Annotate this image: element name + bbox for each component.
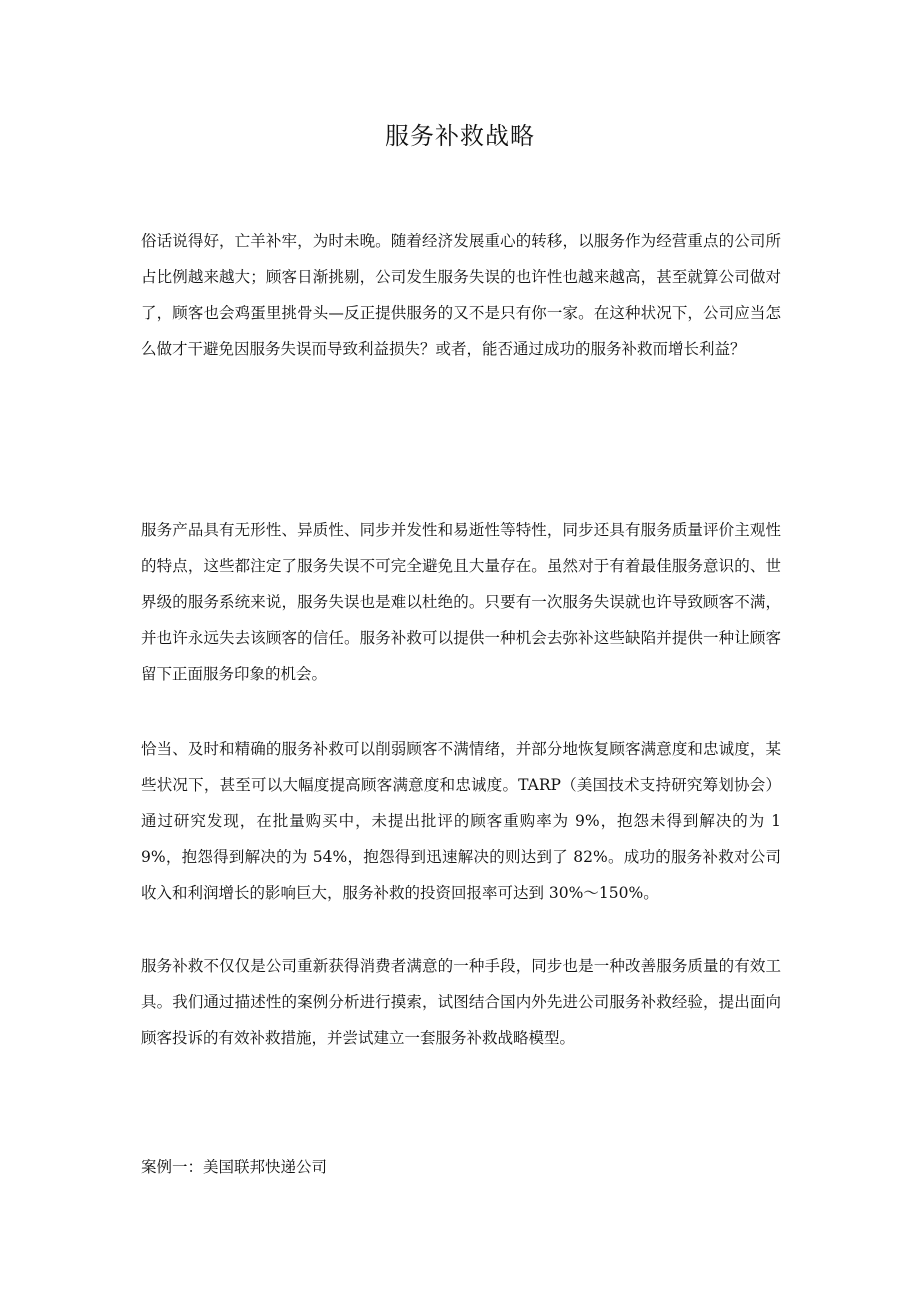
case-heading: 案例一：美国联邦快递公司	[141, 1158, 328, 1176]
paragraph-tarp-research: 恰当、及时和精确的服务补救可以削弱顾客不满情绪，并部分地恢复顾客满意度和忠诚度，某些状况下，甚至可以大幅度提高顾客满意度和忠诚度。TARP（美国技术支持研究筹划协会）通过研究发现，在批量购买中，未提出批评的顾客重购率为 9%，抱怨未得到解决的为 19%，抱怨得到解决的为 54%，抱怨得到迅速解决的则达到了 82%。成功的服务补救对公司收入和利润增长的影响巨大，服务补救的投资回报率可达到 30%～150%。	[141, 739, 781, 902]
document-title: 服务补救战略	[385, 122, 535, 150]
paragraph-service-characteristics: 服务产品具有无形性、异质性、同步并发性和易逝性等特性，同步还具有服务质量评价主观性的特点，这些都注定了服务失误不可完全避免且大量存在。虽然对于有着最佳服务意识的、世界级的服务系统来说，服务失误也是难以杜绝的。只要有一次服务失误就也许导致顾客不满，并也许永远失去该顾客的信任。服务补救可以提供一种机会去弥补这些缺陷并提供一种让顾客留下正面服务印象的机会。	[141, 520, 781, 683]
paragraph-purpose: 服务补救不仅仅是公司重新获得消费者满意的一种手段，同步也是一种改善服务质量的有效工具。我们通过描述性的案例分析进行摸索，试图结合国内外先进公司服务补救经验，提出面向顾客投诉的有效补救措施，并尝试建立一套服务补救战略模型。	[141, 956, 781, 1047]
paragraph-intro: 俗话说得好，亡羊补牢，为时未晚。随着经济发展重心的转移，以服务作为经营重点的公司所占比例越来越大；顾客日渐挑剔，公司发生服务失误的也许性也越来越高，甚至就算公司做对了，顾客也会鸡蛋里挑骨头—反正提供服务的又不是只有你一家。在这种状况下，公司应当怎么做才干避免因服务失误而导致利益损失？或者，能否通过成功的服务补救而增长利益？	[141, 231, 781, 358]
